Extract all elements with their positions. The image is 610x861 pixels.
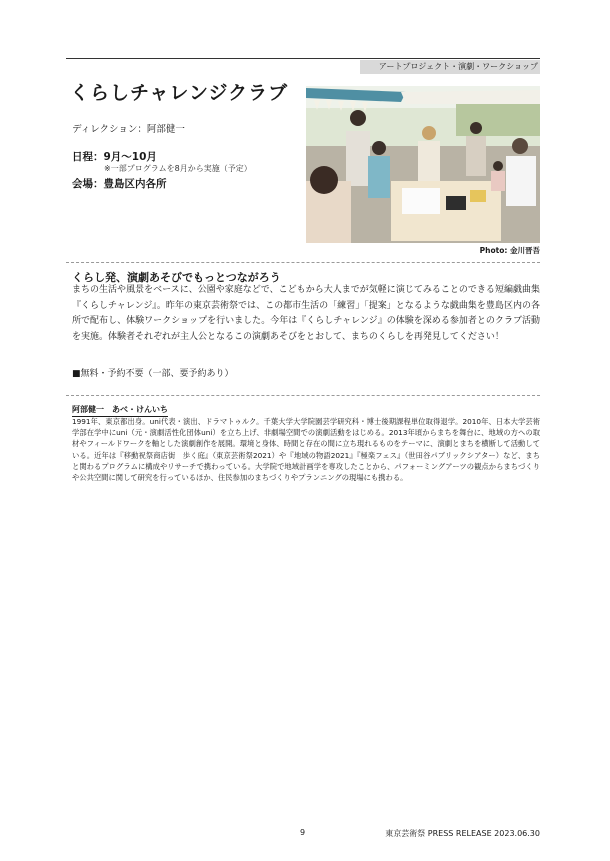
header-rule (66, 58, 540, 59)
schedule-venue: 会場：豊島区内各所 (72, 178, 167, 190)
event-photo (306, 86, 540, 243)
bio-text: 1991年、東京都出身。uni代表・演出、ドラマトゥルク。千葉大学大学院園芸学研究科・博士後期課程単位取得退学。2010年、日本大学芸術学部在学中にuni（元・演劇活性化団体uni）を立ち上げ、非劇場空間での演劇活動をはじめる。2013年頃からまちを舞台に、地域の方への取材やフィールドワークを軸とした演劇創作を展開。環境と身体、時間と存在の間に立ち現れるものをテーマに、演劇とまちを横断して活動している。近年は『移動祝祭商店街 歩く庭』（東京芸術祭2021）や『地域の物語2021』『極楽フェス』（世田谷パブリックシアター）など、まちと関わるプログラムに構成やリサーチで携わっている。大学院で地域計画学を専攻したことから、パフォーミングアーツの観点からまちづくりや公共空間に関して研究を行っているほか、住民参加のまちづくりやプランニングの現場にも携わる。 (72, 417, 540, 483)
direction-credit: ディレクション：阿部健一 (72, 124, 185, 135)
divider-top (66, 262, 540, 263)
schedule-note: ※一部プログラムを8月から実施（予定） (104, 164, 252, 173)
photo-credit: Photo: 金川晋吾 (479, 246, 540, 255)
category-label: アートプロジェクト・演劇・ワークショップ (360, 60, 540, 74)
description-text: まちの生活や風景をベースに、公園や家庭などで、こどもから大人までが気軽に演じてみることのできる短編戯曲集『くらしチャレンジ』。昨年の東京芸術祭では、この都市生活の「練習」「提案」となるような戯曲集を豊島区内の各所で配布し、体験ワークショップを行いました。今年は『くらしチャレンジ』の体験を深める参加者とのクラブ活動を実施。体験者それぞれが主人公となるこの演劇あそびをとおして、まちのくらしを再発見してください！ (72, 285, 540, 342)
divider-bottom (66, 395, 540, 396)
page-number: 9 (300, 828, 306, 837)
photo-illustration (306, 86, 540, 243)
page-title: くらしチャレンジクラブ (70, 82, 289, 104)
bio-name: 阿部健一 あべ・けんいち (72, 404, 168, 417)
fee-info: ■無料・予約不要（一部、要予約あり） (72, 369, 234, 379)
footer-release: 東京芸術祭 PRESS RELEASE 2023.06.30 (385, 829, 540, 838)
schedule-dates: 日程：9月〜10月 (72, 151, 157, 163)
section-headline: くらし発、演劇あそびでもっとつながろう (72, 271, 281, 284)
